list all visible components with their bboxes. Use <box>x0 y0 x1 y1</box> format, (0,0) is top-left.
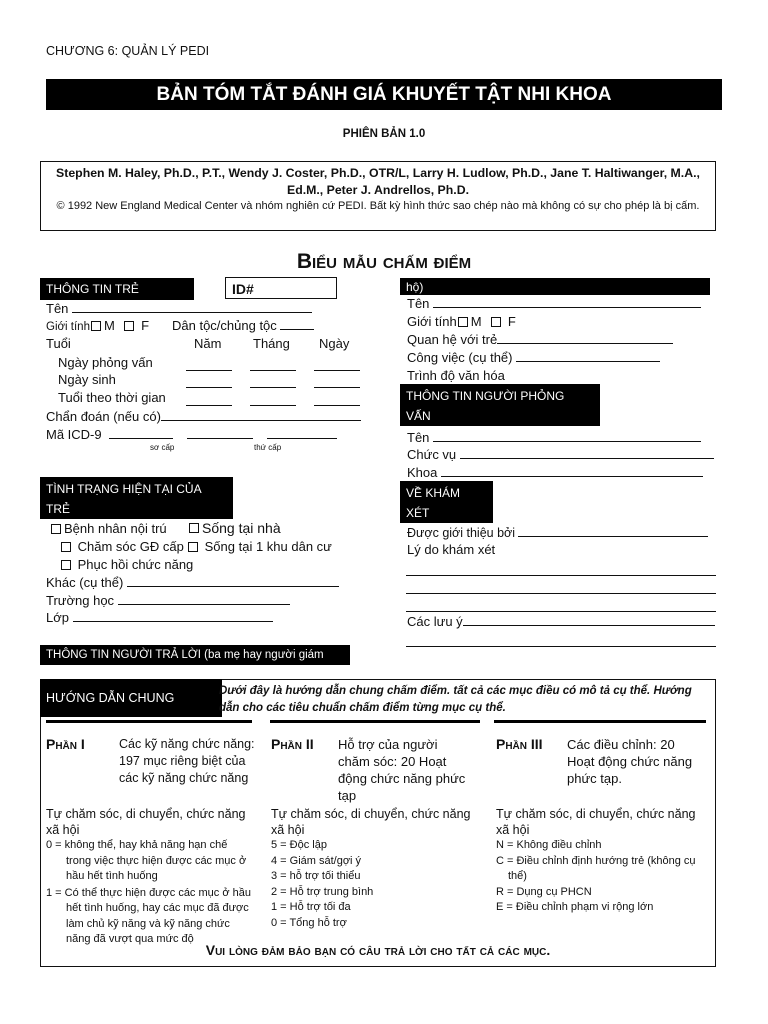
interviewer-header-line2: VẤN <box>406 409 431 423</box>
notes-field[interactable] <box>463 624 715 626</box>
community-label: Sống tại 1 khu dân cư <box>204 539 332 554</box>
notes-row <box>407 614 715 629</box>
part2-item: 0 = Tổng hỗ trợ <box>271 916 347 929</box>
interviewer-name-field[interactable] <box>433 440 701 442</box>
daycare-label: Chăm sóc GĐ cấp <box>77 539 184 554</box>
general-header: HƯỚNG DẪN CHUNG <box>40 679 222 717</box>
respondent-header: THÔNG TIN NGƯỜI TRẢ LỜI (ba mẹ hay người giám <box>40 645 350 665</box>
child-name-row <box>46 301 312 316</box>
part1-list <box>46 838 254 948</box>
id-field[interactable] <box>225 277 337 299</box>
relation-field[interactable] <box>497 342 673 344</box>
other-row <box>46 575 339 590</box>
part3-divider <box>494 720 706 723</box>
part1-label: Phần I <box>46 736 85 752</box>
part2-label: Phần II <box>271 736 314 752</box>
relation-label: Quan hệ với trẻ <box>407 332 498 347</box>
child-gender-f-checkbox[interactable] <box>124 321 134 331</box>
respondent-name-row <box>407 296 701 311</box>
reason-line-2[interactable] <box>406 592 716 594</box>
time-age-label: Tuổi theo thời gian <box>58 390 166 405</box>
child-name-field[interactable] <box>72 311 312 313</box>
icd-secondary-caption: thứ cấp <box>254 443 282 452</box>
school-field[interactable] <box>118 603 290 605</box>
rehab-option <box>60 557 193 572</box>
part3-areas: Tự chăm sóc, di chuyển, chức năng xã hội <box>496 807 696 837</box>
job-label: Công việc (cụ thể) <box>407 350 513 365</box>
ethnicity-row <box>172 318 314 333</box>
grade-row <box>46 610 273 625</box>
rehab-label: Phục hồi chức năng <box>77 557 194 572</box>
inpatient-label: Bệnh nhân nội trú <box>64 521 167 536</box>
child-info-header: THÔNG TIN TRẺ <box>40 278 194 300</box>
part2-item: 1 = Hỗ trợ tối đa <box>271 901 351 913</box>
birth-date-label: Ngày sinh <box>58 372 116 387</box>
ethnicity-field[interactable] <box>280 328 314 330</box>
timeage-day-field[interactable] <box>314 404 360 406</box>
school-label: Trường học <box>46 593 115 608</box>
part3-desc: Các điều chỉnh: 20 Hoạt động chức năng phức tạp. <box>567 737 693 786</box>
version-label: PHIÊN BẢN 1.0 <box>342 128 426 140</box>
timeage-month-field[interactable] <box>250 404 296 406</box>
relation-row <box>407 332 673 347</box>
part2-desc: Hỗ trợ của người chăm sóc: 20 Hoạt động chức năng phức tạp <box>338 737 466 803</box>
icd-primary-caption: sơ cấp <box>150 443 175 452</box>
birth-month-field[interactable] <box>250 386 296 388</box>
inpatient-checkbox[interactable] <box>51 524 61 534</box>
grade-field[interactable] <box>73 620 273 622</box>
part3-label: Phần III <box>496 736 543 752</box>
part3-item: N = Không điều chỉnh <box>496 839 602 851</box>
referred-label: Được giới thiệu bởi <box>407 526 515 540</box>
year-label: Năm <box>194 336 222 351</box>
part1-divider <box>46 720 252 723</box>
part1-item: 0 = không thể, hay khả năng hạn chế trong việc thực hiện được các mục ở hầu hết tình huống <box>46 839 247 882</box>
part2-list <box>271 838 471 931</box>
interviewer-position-field[interactable] <box>460 457 714 459</box>
part3-list <box>496 838 706 916</box>
authors-box <box>40 161 716 231</box>
home-option <box>188 520 281 536</box>
interviewer-header-line1: THÔNG TIN NGƯỜI PHỎNG <box>406 389 565 403</box>
community-option <box>187 539 332 554</box>
reason-line-1[interactable] <box>406 574 716 576</box>
education-label: Trình độ văn hóa <box>407 368 505 383</box>
respondent-gender-m-checkbox[interactable] <box>458 317 468 327</box>
part3-item: C = Điều chỉnh định hướng trẻ (không cụ thể) <box>496 854 696 882</box>
grade-label: Lớp <box>46 610 69 625</box>
reason-line-3[interactable] <box>406 610 716 612</box>
icd-label: Mã ICD-9 <box>46 427 102 442</box>
interviewer-name-label: Tên <box>407 430 430 445</box>
respondent-header-continued: hộ) <box>400 278 710 295</box>
part1-desc: Các kỹ năng chức năng: 197 mục riêng biệt của các kỹ năng chức năng <box>119 737 255 785</box>
part2-item: 3 = hỗ trợ tối thiểu <box>271 870 361 882</box>
general-text: Dưới đây là hướng dẫn chung chấm điểm. tất cả các mục điều có mô tả cụ thể. Hướng dẫn cho các tiêu chuẩn chấm điểm từng mục cụ thể. <box>219 685 692 714</box>
timeage-year-field[interactable] <box>186 404 232 406</box>
part2-item: 5 = Độc lập <box>271 839 327 851</box>
id-label: ID# <box>232 281 254 297</box>
part1-item: 1 = Có thể thực hiện được các mục ở hầu hết tình huống, hay các mục đã được làm chủ kỹ năng và kỹ năng chức năng đã vượt qua mức độ <box>46 886 251 945</box>
copyright: © 1992 New England Medical Center và nhóm nghiên cứ PEDI. Bất kỳ hình thức sao chép nào mà không có sự cho phép là bị cấm. <box>56 200 700 212</box>
job-field[interactable] <box>516 360 660 362</box>
icd-primary-field[interactable] <box>109 437 173 439</box>
part2-item: 2 = Hỗ trợ trung bình <box>271 885 374 898</box>
notes-line-2[interactable] <box>406 645 716 647</box>
respondent-name-field[interactable] <box>433 306 701 308</box>
respondent-name-label: Tên <box>407 296 430 311</box>
daycare-checkbox[interactable] <box>61 542 71 552</box>
interview-day-field[interactable] <box>314 369 360 371</box>
interviewer-department-row <box>407 465 703 480</box>
status-header-line1: TÌNH TRẠNG HIỆN TẠI CỦA <box>46 482 202 496</box>
ethnicity-label: Dân tộc/chủng tộc <box>172 318 277 333</box>
child-gender-m-label: M <box>103 318 115 333</box>
status-header-line2: TRẺ <box>46 502 70 516</box>
reason-label: Lý do khám xét <box>407 542 496 557</box>
child-gender-row <box>46 318 149 333</box>
daycare-option <box>60 539 184 554</box>
part2-areas: Tự chăm sóc, di chuyển, chức năng xã hội <box>271 807 471 837</box>
rehab-checkbox[interactable] <box>61 560 71 570</box>
icd-row <box>46 427 337 442</box>
interviewer-name-row <box>407 430 701 445</box>
part3-item: R = Dụng cụ PHCN <box>496 885 592 898</box>
part2-item: 4 = Giám sát/gợi ý <box>271 854 362 867</box>
age-label: Tuổi <box>46 336 71 351</box>
icd-third-field[interactable] <box>267 437 337 439</box>
interview-year-field[interactable] <box>186 369 232 371</box>
inpatient-option <box>50 521 167 536</box>
respondent-gender-f-label: F <box>507 314 516 329</box>
school-row <box>46 593 290 608</box>
home-label: Sống tại nhà <box>202 520 281 536</box>
referred-field[interactable] <box>518 535 708 537</box>
job-row <box>407 350 660 365</box>
status-header <box>40 477 233 519</box>
child-gender-f-label: F <box>141 318 150 333</box>
child-name-label: Tên <box>46 301 69 316</box>
authors: Stephen M. Haley, Ph.D., P.T., Wendy J. Coster, Ph.D., OTR/L, Larry H. Ludlow, Ph.D., Jane T. Haltiwanger, M.A., Ed.M., Peter J. Andrellos, Ph.D. <box>56 166 700 197</box>
exam-header <box>400 481 493 523</box>
interviewer-department-label: Khoa <box>407 465 438 480</box>
diagnosis-label: Chẩn đoán (nếu có) <box>46 409 161 424</box>
respondent-gender-label: Giới tính <box>407 314 457 329</box>
interviewer-position-label: Chức vụ <box>407 447 457 462</box>
month-label: Tháng <box>253 336 290 351</box>
community-checkbox[interactable] <box>188 542 198 552</box>
day-label: Ngày <box>319 336 350 351</box>
diagnosis-field[interactable] <box>161 419 361 421</box>
notes-label: Các lưu ý <box>407 614 463 629</box>
interviewer-header <box>400 384 600 426</box>
document-title: BẢN TÓM TẮT ĐÁNH GIÁ KHUYẾT TẬT NHI KHOA <box>46 79 722 110</box>
part1-areas: Tự chăm sóc, di chuyển, chức năng xã hội <box>46 807 246 837</box>
child-gender-m-checkbox[interactable] <box>91 321 101 331</box>
other-label: Khác (cụ thể) <box>46 575 124 590</box>
respondent-gender-m-label: M <box>470 314 482 329</box>
respondent-gender-row <box>407 314 516 329</box>
other-field[interactable] <box>127 585 339 587</box>
interview-date-label: Ngày phỏng vấn <box>58 355 153 370</box>
child-gender-label: Giới tính <box>46 321 90 333</box>
interviewer-department-field[interactable] <box>441 475 703 477</box>
interview-month-field[interactable] <box>250 369 296 371</box>
birth-year-field[interactable] <box>186 386 232 388</box>
referred-row <box>407 526 708 540</box>
exam-header-line1: VỀ KHÁM <box>406 486 461 500</box>
home-checkbox[interactable] <box>189 523 199 533</box>
birth-day-field[interactable] <box>314 386 360 388</box>
exam-header-line2: XÉT <box>406 506 430 520</box>
diagnosis-row <box>46 409 361 424</box>
interviewer-position-row <box>407 447 714 462</box>
chapter-label: CHƯƠNG 6: QUẢN LÝ PEDI <box>46 44 210 58</box>
part3-item: E = Điều chỉnh phạm vi rộng lớn <box>496 901 654 913</box>
footer-note: Vui lòng đảm bảo bạn có câu trả lời cho tất cả các mục. <box>205 942 551 958</box>
form-title: Biểu mẫu chấm điểm <box>296 250 472 273</box>
icd-secondary-field[interactable] <box>187 437 253 439</box>
respondent-gender-f-checkbox[interactable] <box>491 317 501 327</box>
part2-divider <box>270 720 480 723</box>
